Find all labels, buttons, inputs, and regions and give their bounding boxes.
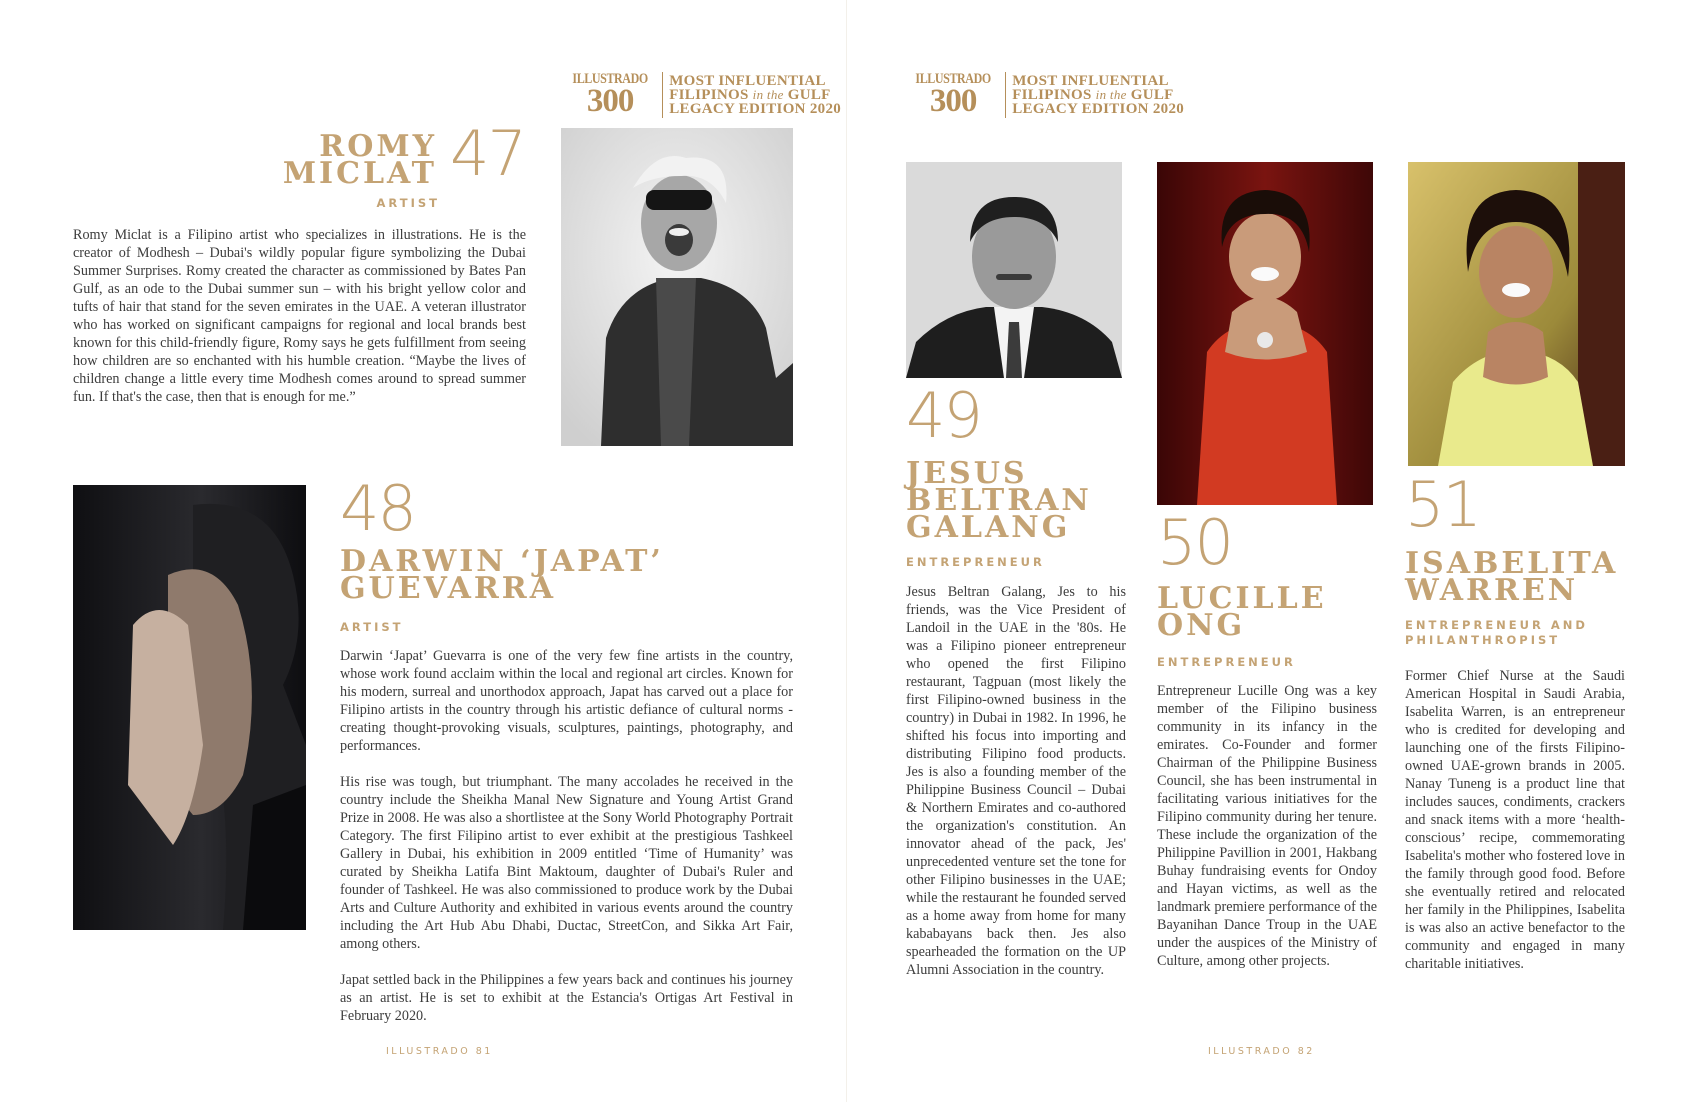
brand-line2a: FILIPINOS — [1012, 87, 1092, 103]
profile-50-bio: Entrepreneur Lucille Ong was a key member of the Filipino business community in its infancy in the emirates. Co-Founder and former Chairman of the Philippine Business Council, she has been instrumental in facilitating various initiatives for the Filipino community during her tenure. These include the organization of the Philippine Pavillion in 2001, Hakbang Buhay fundraising events for Ondoy and Hayan victims, as well as the landmark premiere performance of the Bayanihan Dance Troup in the UAE under the auspices of the Ministry of Culture, among other projects. — [1157, 683, 1377, 969]
brand-number: 300 — [929, 83, 977, 119]
brand-top: ILLUSTRADO — [572, 71, 648, 87]
brand-line1: MOST INFLUENTIAL — [1012, 73, 1169, 89]
profile-51-number: 51 — [1405, 468, 1480, 541]
page-footer-right: ILLUSTRADO 82 — [1208, 1046, 1315, 1057]
photo-darwin-guevarra — [73, 485, 306, 930]
brand-line2a: FILIPINOS — [669, 87, 749, 103]
profile-47-bio: Romy Miclat is a Filipino artist who specializes in illustrations. He is the creator of Modhesh – Dubai's wildly popular figure symbolizing the Dubai Summer Surprises. Romy created the character as commissioned by Bates Pan Gulf, as an ode to the Dubai summer sun – with his bright yellow color and tufts of hair that stand for the seven emirates in the UAE. A veteran illustrator who has worked on significant campaigns for regional and local brands best known for this child-friendly figure, Romy says he gets fulfillment from seeing how children are so enchanted with his humble creation. “Maybe the lives of children change a little every time Modhesh comes around to spread summer fun. If that's the case, then that is enough for me.” — [73, 227, 526, 405]
name-line: MICLAT — [282, 156, 437, 191]
profile-49-role: ENTREPRENEUR — [906, 555, 1045, 569]
profile-48-bio — [340, 647, 793, 1025]
name-line: GUEVARRA — [340, 571, 557, 606]
profile-50-name — [1157, 581, 1387, 643]
profile-49-name — [906, 456, 1136, 545]
profile-48-name — [340, 544, 780, 606]
profile-49-bio: Jesus Beltran Galang, Jes to his friends, was the Vice President of Landoil in the UAE in the '80s. He was a Filipino pioneer entrepreneur who opened the first Filipino restaurant, Tagpuan (most likely the first Filipino-owned business in the country) in Dubai in 1982. In 1996, he shifted his focus into importing and distributing Filipino food products. Jes is also a founding member of the Philippine Business Council – Dubai & Northern Emirates and co-authored the organization's constitution. An innovator ahead of the pack, Jes' unprecedented venture set the tone for other Filipino businesses in the UAE; while the restaurant he founded served as a home away from home for many kababayans back then. Jes also spearheaded the formation on the UP Alumni Association in the country. — [906, 584, 1126, 978]
brand-logo-left — [563, 72, 841, 118]
profile-48-number: 48 — [340, 472, 415, 545]
bio-paragraph: Japat settled back in the Philippines a few years back and continues his journey as an artist. He is set to exhibit at the Estancia's Ortigas Art Festival in February 2020. — [340, 972, 793, 1024]
name-line: ISABELITA — [1405, 546, 1619, 581]
role-line: ENTREPRENEUR AND — [1405, 618, 1588, 632]
brand-line2c: GULF — [1130, 87, 1174, 103]
brand-top: ILLUSTRADO — [915, 71, 991, 87]
photo-jesus-galang — [906, 162, 1122, 378]
profile-47-name — [240, 129, 437, 191]
brand-line2c: GULF — [787, 87, 831, 103]
photo-isabelita-warren — [1408, 162, 1625, 466]
profile-51-bio: Former Chief Nurse at the Saudi American Hospital in Saudi Arabia, Isabelita Warren, is an entrepreneur who is credited for developing and launching one of the firsts Filipino-owned UAE-grown brands in 2005. Nanay Tuneng is a product line that includes sauces, condiments, crackers and snack items with a more ‘health-conscious’ recipe, commemorating Isabelita's mother who fostered love in the family through good food. Before she eventually retired and relocated her family in the Philippines, Isabelita is was also an active benefactor to the community and engaged in many charitable initiatives. — [1405, 668, 1625, 972]
profile-51-role — [1405, 618, 1588, 648]
brand-number: 300 — [586, 83, 634, 119]
brand-line3: LEGACY EDITION 2020 — [1012, 101, 1185, 117]
name-line: DARWIN ‘JAPAT’ — [340, 544, 664, 579]
role-line: PHILANTHROPIST — [1405, 633, 1561, 647]
profile-51-name — [1405, 546, 1665, 608]
profile-49-number: 49 — [906, 379, 981, 452]
photo-lucille-ong — [1157, 162, 1373, 505]
brand-logo-right — [906, 72, 1184, 118]
page-footer-left: ILLUSTRADO 81 — [386, 1046, 493, 1057]
spine — [846, 0, 847, 1102]
brand-line1: MOST INFLUENTIAL — [669, 73, 826, 89]
bio-paragraph: Darwin ‘Japat’ Guevarra is one of the very few fine artists in the country, whose work found acclaim within the local and regional art circles. Known for his modern, surreal and unorthodox approach, Japat has carved out a place for Filipino artists in the country through his artistic defiance of cultural norms - creating thought-provoking visuals, sculptures, paintings, photography, and performances. — [340, 648, 793, 754]
bio-paragraph: His rise was tough, but triumphant. The many accolades he received in the country include the Sheikha Manal New Signature and Young Artist Grand Prize in 2008. He was also a shortlistee at the Sony World Photography Portrait Category. The first Filipino artist to ever exhibit at the prestigious Tashkeel Gallery in Dubai, his exhibition in 2009 entitled ‘Time of Humanity’ was curated by Sheikha Latifa Bint Maktoum, daughter of Dubai's Ruler and founder of Tashkeel. He was also commissioned to produce work by the Dubai Arts and Culture Authority and exhibited in various events around the country including the Art Hub Abu Dhabi, Ductac, StreetCon, and Sikka Art Fair, among others. — [340, 774, 793, 952]
name-line: BELTRAN — [906, 483, 1092, 518]
profile-50-role: ENTREPRENEUR — [1157, 655, 1296, 669]
name-line: LUCILLE — [1157, 581, 1327, 616]
name-line: GALANG — [906, 510, 1071, 545]
profile-48-role: ARTIST — [340, 620, 404, 634]
name-line: ROMY — [319, 129, 437, 164]
profile-50-number: 50 — [1157, 506, 1232, 579]
brand-line3: LEGACY EDITION 2020 — [669, 101, 842, 117]
profile-47-role: ARTIST — [376, 196, 440, 210]
brand-line2b: in the — [1095, 87, 1127, 102]
brand-line2b: in the — [752, 87, 784, 102]
photo-romy-miclat — [561, 128, 793, 446]
name-line: WARREN — [1405, 573, 1579, 608]
name-line: ONG — [1157, 608, 1246, 643]
name-line: JESUS — [906, 456, 1028, 491]
profile-47-number: 47 — [450, 117, 525, 190]
